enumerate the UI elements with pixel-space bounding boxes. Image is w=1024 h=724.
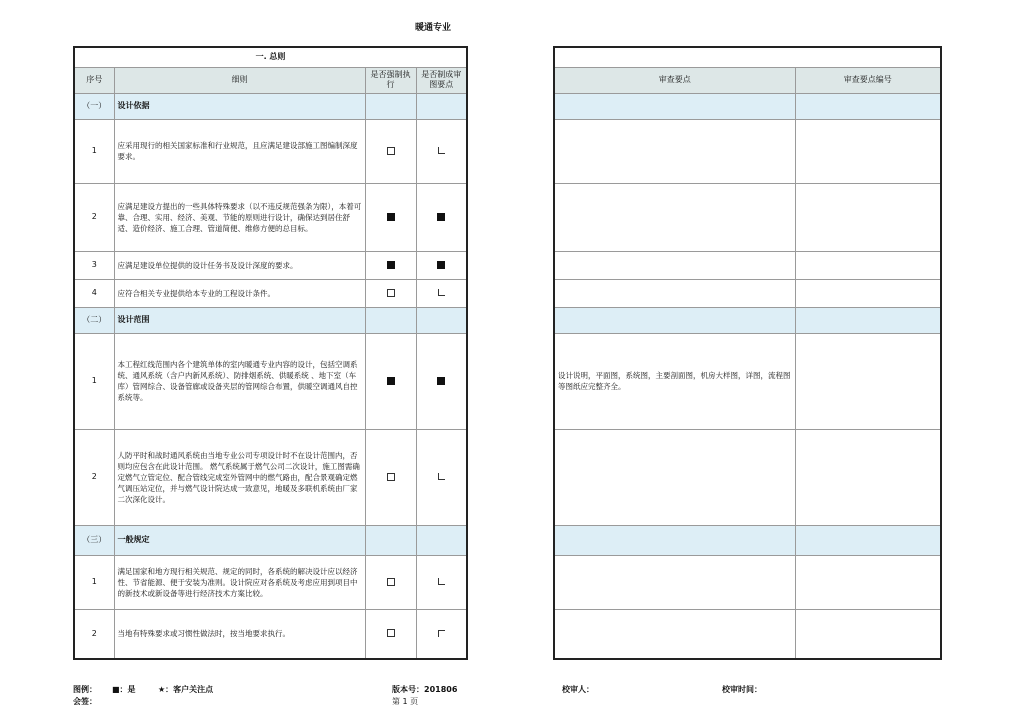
category-label: 一般规定 — [114, 525, 365, 555]
category-seq: （三） — [74, 525, 114, 555]
row-seq: 2 — [74, 429, 114, 525]
row-seq: 3 — [74, 251, 114, 279]
row-detail: 当地有特殊要求或习惯性做法时，按当地要求执行。 — [114, 609, 365, 659]
key-point-checkbox[interactable] — [438, 578, 445, 585]
header-seq: 序号 — [74, 67, 114, 93]
row-detail: 本工程红线范围内各个建筑单体的室内暖通专业内容的设计，包括空调系统、通风系统（含户内新风系统）、防排烟系统、供暖系统 、地下室（车库）管网综合、设备管廊或设备夹层的管网综合布置，供暖空调通风自控系统等。 — [114, 333, 365, 429]
row-detail: 应采用现行的相关国家标准和行业规范，且应满足建设部施工图编制深度要求。 — [114, 119, 365, 183]
header-mandatory: 是否强制执行 — [365, 67, 416, 93]
key-point-checkbox[interactable] — [438, 147, 445, 154]
mandatory-checkbox[interactable] — [387, 147, 395, 155]
section-title: 一. 总则 — [74, 47, 467, 67]
row-seq: 1 — [74, 333, 114, 429]
mandatory-checkbox[interactable] — [387, 377, 395, 385]
key-point-checkbox[interactable] — [438, 473, 445, 480]
review-point-text: 设计说明，平面图，系统图，主要剖面图，机房大样图，详图，流程图等图纸应完整齐全。 — [554, 333, 795, 429]
category-label: 设计依据 — [114, 93, 365, 119]
reviewer-label: 校审人： — [562, 685, 594, 694]
row-seq: 1 — [74, 555, 114, 609]
review-time-label: 校审时间： — [722, 685, 762, 694]
key-point-checkbox[interactable] — [438, 289, 445, 296]
row-seq: 2 — [74, 183, 114, 251]
document-title: 暖通专业 — [414, 23, 451, 33]
legend-star: ★：客户关注点 — [158, 685, 214, 694]
key-point-checkbox[interactable] — [437, 261, 445, 269]
key-point-checkbox[interactable] — [437, 213, 445, 221]
row-detail: 满足国家和地方现行相关规范、规定的同时，各系统的解决设计应以经济性、节省能源、便于安装为准则。设计院应对各系统及考虑应用到项目中的新技术或新设备等进行经济技术方案比较。 — [114, 555, 365, 609]
key-point-checkbox[interactable] — [437, 377, 445, 385]
category-seq: （一） — [74, 93, 114, 119]
page-number: 第 1 页 — [392, 697, 419, 706]
version-label: 版本号：201806 — [392, 685, 458, 694]
mandatory-checkbox[interactable] — [387, 473, 395, 481]
header-review-point-no: 审查要点编号 — [795, 67, 941, 93]
general-rules-table — [73, 46, 468, 660]
header-detail: 细则 — [114, 67, 365, 93]
category-seq: （二） — [74, 307, 114, 333]
review-points-table — [553, 46, 942, 660]
row-detail: 应满足建设单位提供的设计任务书及设计深度的要求。 — [114, 251, 365, 279]
row-seq: 4 — [74, 279, 114, 307]
mandatory-checkbox[interactable] — [387, 629, 395, 637]
row-seq: 2 — [74, 609, 114, 659]
mandatory-checkbox[interactable] — [387, 261, 395, 269]
legend-yes: ■：是 — [112, 685, 136, 694]
row-detail: 应符合相关专业提供给本专业的工程设计条件。 — [114, 279, 365, 307]
mandatory-checkbox[interactable] — [387, 289, 395, 297]
row-seq: 1 — [74, 119, 114, 183]
cosign-label: 会签： — [73, 697, 97, 706]
header-key-point: 是否制成审图要点 — [416, 67, 467, 93]
mandatory-checkbox[interactable] — [387, 578, 395, 586]
row-detail: 应满足建设方提出的一些具体特殊要求（以不违反规范强条为限），本着可靠、合理、实用、经济、美观、节能的原则进行设计，确保达到居住舒适、造价经济、施工合理、管道简便、维修方便的总目标。 — [114, 183, 365, 251]
row-detail: 人防平时和战时通风系统由当地专业公司专项设计时不在设计范围内，否则均应包含在此设计范围。 燃气系统属于燃气公司二次设计，施工图需确定燃气立管定位、配合管线完成室外管网中的燃气路由，配合景观确定燃气调压站定位，并与燃气设计院达成一致意见，地暖及多联机系统由厂家二次深化设计。 — [114, 429, 365, 525]
legend-label: 图例： — [73, 685, 97, 694]
mandatory-checkbox[interactable] — [387, 213, 395, 221]
key-point-checkbox[interactable] — [438, 630, 445, 637]
category-label: 设计范围 — [114, 307, 365, 333]
header-review-points: 审查要点 — [554, 67, 795, 93]
